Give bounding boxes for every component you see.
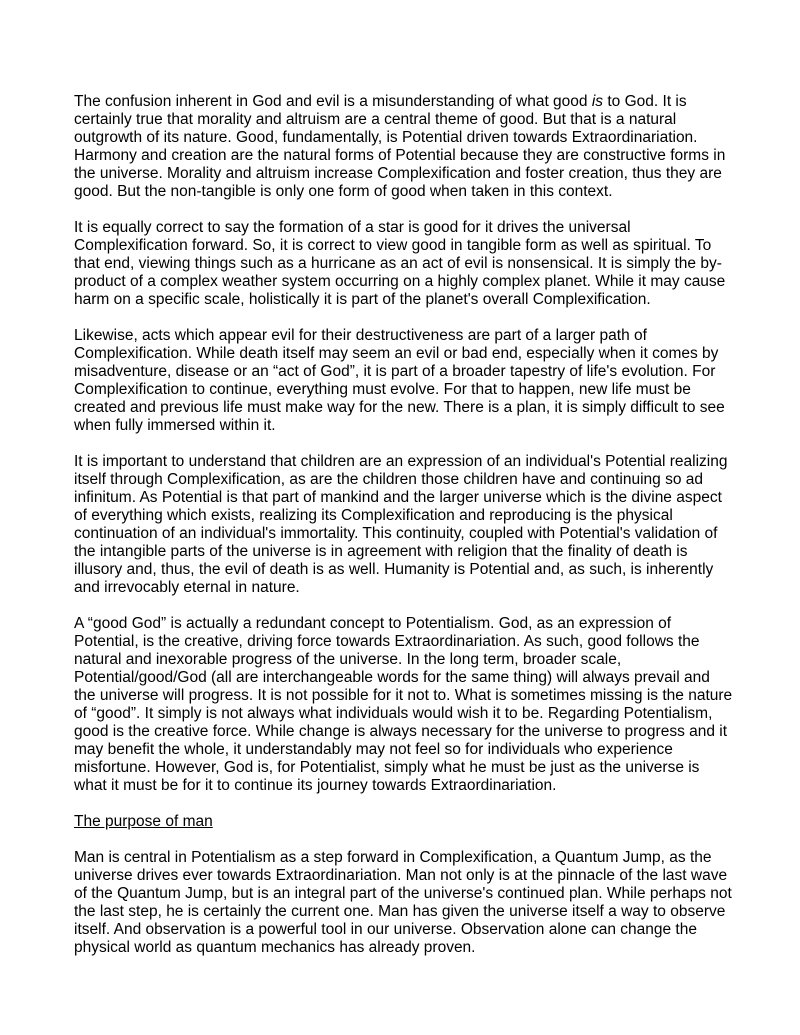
paragraph-good-god: A “good God” is actually a redundant concept to Potentialism. God, as an expression of Potential, is the creative, driving force towards Extraordinariation. As such, good follows the natural and inexorable progress of the universe. In the long term, broader scale, Potential/good/God (all are interchangeable words for the same thing) will always prevail and the universe will progress. It is not possible for it not to. What is sometimes missing is the nature of “good”. It simply is not always what individuals would wish it to be. Regarding Potentialism, good is the creative force. While change is always necessary for the universe to progress and it may benefit the whole, it understandably may not feel so for individuals who experience misfortune. However, God is, for Potentialist, simply what he must be just as the universe is what it must be for it to continue its journey towards Extraordinariation. (74, 615, 733, 794)
paragraph-destructive-acts: Likewise, acts which appear evil for their destructiveness are part of a larger path of Complexification. While death itself may seem an evil or bad end, especially when it comes by misadventure, disease or an “act of God”, it is part of a broader tapestry of life's evolution. For Complexification to continue, everything must evolve. For that to happen, new life must be created and previous life must make way for the new. There is a plan, it is simply difficult to see when fully immersed within it. (74, 327, 725, 434)
emphasis-text: is (591, 93, 604, 110)
section-heading: The purpose of man (74, 813, 213, 830)
paragraph-text: The confusion inherent in God and evil is a misunderstanding of what good (74, 93, 592, 110)
paragraph-star-formation: It is equally correct to say the formation of a star is good for it drives the universal Complexification forward. So, it is correct to view good in tangible form as well as spiritual. To that end, viewing things such as a hurricane as an act of evil is nonsensical. It is simply the by-product of a complex weather system occurring on a highly complex planet. While it may cause harm on a specific scale, holistically it is part of the planet's overall Complexification. (74, 219, 726, 308)
document-page (74, 93, 734, 975)
paragraph-text: to God. It is certainly true that morality and altruism are a central theme of good. But that is a natural outgrowth of its nature. Good, fundamentally, is Potential driven towards Extraordinariation. Harmony and creation are the natural forms of Potential because they are constructive forms in the universe. Morality and altruism increase Complexification and foster creation, thus they are good. But the non-tangible is only one form of good when taken in this context. (74, 93, 726, 200)
paragraph-children-potential: It is important to understand that children are an expression of an individual's Potential realizing itself through Complexification, as are the children those children have and continuing so ad infinitum. As Potential is that part of mankind and the larger universe which is the divine aspect of everything which exists, realizing its Complexification and reproducing is the physical continuation of an individual's immortality. This continuity, coupled with Potential's validation of the intangible parts of the universe is in agreement with religion that the finality of death is illusory and, thus, the evil of death is as well. Humanity is Potential and, as such, is inherently and irrevocably eternal in nature. (74, 453, 728, 596)
paragraph-purpose-of-man: Man is central in Potentialism as a step forward in Complexification, a Quantum Jump, as the universe drives ever towards Extraordinariation. Man not only is at the pinnacle of the last wave of the Quantum Jump, but is an integral part of the universe's continued plan. While perhaps not the last step, he is certainly the current one. Man has given the universe itself a way to observe itself. And observation is a powerful tool in our universe. Observation alone can change the physical world as quantum mechanics has already proven. (74, 849, 732, 956)
paragraph-god-and-evil (74, 93, 734, 201)
